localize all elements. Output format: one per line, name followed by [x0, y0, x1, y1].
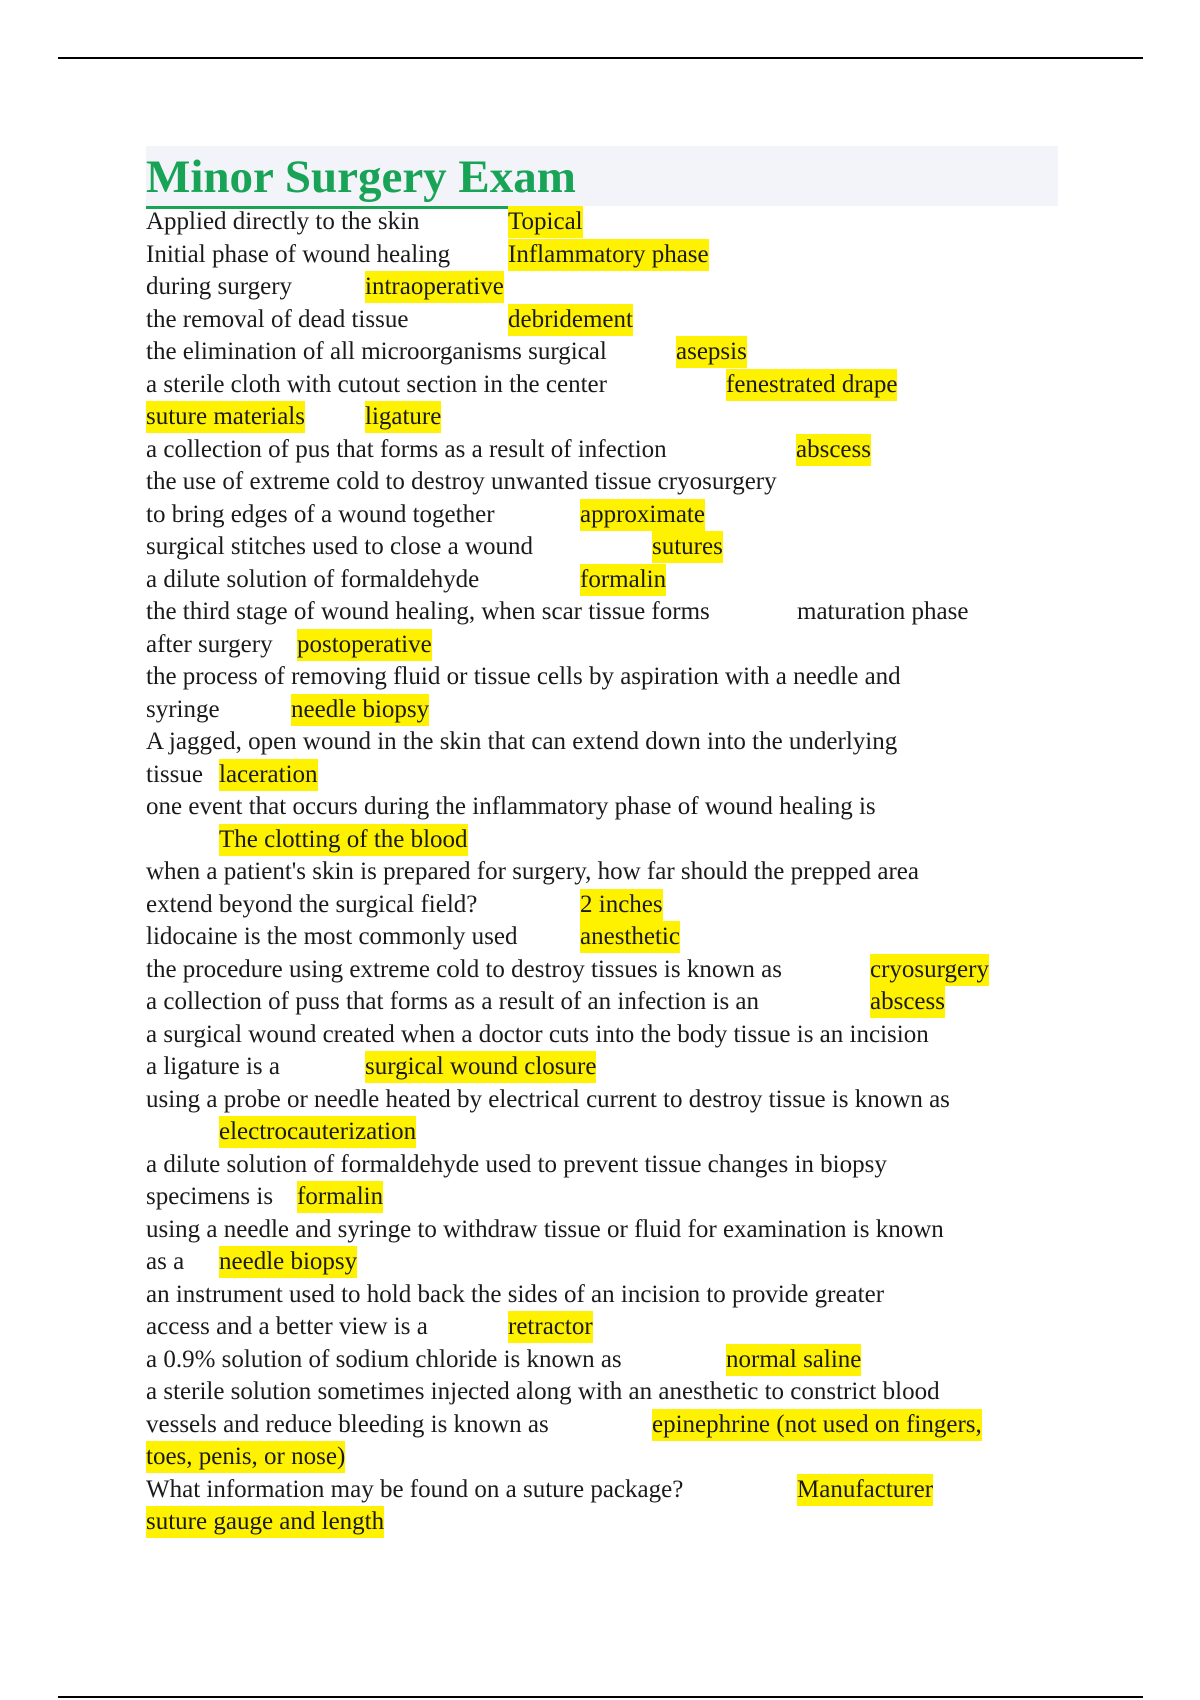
list-item: [146, 1279, 1076, 1312]
list-item: [146, 1051, 1076, 1084]
list-item: [146, 986, 1076, 1019]
question-text: a dilute solution of formaldehyde: [146, 565, 480, 593]
question-text: the process of removing fluid or tissue cells by aspiration with a needle and: [146, 663, 901, 690]
list-item: [146, 1311, 1076, 1344]
list-item: [146, 954, 1076, 987]
question-text: extend beyond the surgical field?: [146, 890, 478, 918]
answer-highlight: abscess: [796, 434, 871, 466]
question-text: the use of extreme cold to destroy unwanted tissue cryosurgery: [146, 468, 777, 495]
list-item: [146, 1506, 1076, 1539]
list-item: [146, 304, 1076, 337]
question-text: Applied directly to the skin: [146, 208, 420, 235]
answer-highlight: epinephrine (not used on fingers,: [652, 1409, 982, 1441]
list-item: [146, 889, 1076, 922]
question-text: to bring edges of a wound together: [146, 500, 495, 528]
question-text: a sterile cloth with cutout section in the center: [146, 370, 607, 398]
question-list: [146, 206, 1076, 1539]
question-text: one event that occurs during the inflammatory phase of wound healing is: [146, 793, 876, 820]
list-item: [146, 1409, 1076, 1442]
list-item: [146, 856, 1076, 889]
question-text: A jagged, open wound in the skin that can extend down into the underlying: [146, 728, 898, 755]
question-text: a ligature is a: [146, 1053, 280, 1080]
question-text: the elimination of all microorganisms surgical: [146, 338, 607, 365]
list-item: [146, 1344, 1076, 1377]
question-text: access and a better view is a: [146, 1313, 428, 1340]
answer-highlight: electrocauterization: [219, 1116, 416, 1148]
answer-highlight: debridement: [508, 304, 633, 336]
answer-highlight: anesthetic: [580, 921, 680, 953]
list-item: [146, 239, 1076, 272]
list-item: [146, 434, 1076, 467]
list-item: [146, 921, 1076, 954]
answer-highlight: approximate: [580, 499, 705, 531]
answer-highlight: Topical: [508, 206, 583, 238]
list-item: [146, 661, 1076, 694]
answer-text: maturation phase: [797, 598, 969, 625]
answer-highlight: surgical wound closure: [365, 1051, 596, 1083]
list-item: [146, 206, 1076, 239]
question-text: the removal of dead tissue: [146, 305, 409, 333]
question-text: the procedure using extreme cold to destroy tissues is known as: [146, 955, 782, 983]
question-text: an instrument used to hold back the sides of an incision to provide greater: [146, 1280, 885, 1308]
list-item: [146, 1376, 1076, 1409]
answer-highlight: fenestrated drape: [726, 369, 897, 401]
list-item: [146, 824, 1076, 857]
list-item: [146, 629, 1076, 662]
list-item: [146, 596, 1076, 629]
question-text: when a patient's skin is prepared for surgery, how far should the prepped area: [146, 858, 919, 885]
question-text: vessels and reduce bleeding is known as: [146, 1410, 549, 1438]
answer-highlight: toes, penis, or nose): [146, 1441, 345, 1473]
answer-highlight: ligature: [365, 401, 441, 433]
question-text: a collection of pus that forms as a result of infection: [146, 435, 667, 463]
list-item: [146, 1441, 1076, 1474]
list-item: [146, 369, 1076, 402]
question-text: What information may be found on a suture package?: [146, 1475, 684, 1503]
answer-highlight: suture gauge and length: [146, 1506, 384, 1538]
question-text: a collection of puss that forms as a result of an infection is an: [146, 988, 760, 1015]
answer-highlight: suture materials: [146, 401, 305, 433]
answer-highlight: formalin: [580, 564, 666, 596]
list-item: [146, 1474, 1076, 1507]
question-text: during surgery: [146, 273, 293, 300]
answer-highlight: The clotting of the blood: [219, 824, 468, 856]
list-item: [146, 1181, 1076, 1214]
list-item: [146, 1116, 1076, 1149]
answer-highlight: normal saline: [726, 1344, 861, 1376]
answer-highlight: needle biopsy: [291, 694, 429, 726]
answer-highlight: Inflammatory phase: [508, 239, 709, 271]
list-item: [146, 499, 1076, 532]
list-item: [146, 1084, 1076, 1117]
list-item: [146, 401, 1076, 434]
answer-highlight: Manufacturer: [797, 1474, 933, 1506]
question-text: lidocaine is the most commonly used: [146, 923, 518, 950]
list-item: [146, 1019, 1076, 1052]
question-text: a dilute solution of formaldehyde used to prevent tissue changes in biopsy: [146, 1150, 887, 1178]
list-item: [146, 759, 1076, 792]
question-text: using a needle and syringe to withdraw tissue or fluid for examination is known: [146, 1215, 944, 1243]
question-text: the third stage of wound healing, when scar tissue forms: [146, 598, 710, 625]
question-text: a sterile solution sometimes injected along with an anesthetic to constrict blood: [146, 1378, 940, 1405]
answer-highlight: asepsis: [676, 336, 747, 368]
answer-highlight: intraoperative: [365, 271, 504, 303]
answer-highlight: sutures: [652, 531, 723, 563]
answer-highlight: postoperative: [297, 629, 432, 661]
question-text: syringe: [146, 695, 220, 723]
list-item: [146, 271, 1076, 304]
list-item: [146, 694, 1076, 727]
answer-highlight: abscess: [870, 986, 945, 1018]
question-text: Initial phase of wound healing: [146, 240, 451, 268]
list-item: [146, 531, 1076, 564]
question-text: a surgical wound created when a doctor cuts into the body tissue is an incision: [146, 1020, 929, 1048]
question-text: after surgery: [146, 630, 273, 658]
question-text: as a: [146, 1248, 185, 1275]
document-title: Minor Surgery Exam: [146, 148, 576, 209]
list-item: [146, 336, 1076, 369]
question-text: tissue: [146, 760, 203, 788]
list-item: [146, 1246, 1076, 1279]
top-rule: [58, 57, 1143, 59]
answer-highlight: laceration: [219, 759, 318, 791]
list-item: [146, 791, 1076, 824]
answer-highlight: formalin: [297, 1181, 383, 1213]
list-item: [146, 726, 1076, 759]
question-text: surgical stitches used to close a wound: [146, 533, 533, 560]
list-item: [146, 564, 1076, 597]
question-text: a 0.9% solution of sodium chloride is known as: [146, 1345, 622, 1373]
list-item: [146, 1214, 1076, 1247]
bottom-rule: [58, 1696, 1143, 1698]
question-text: using a probe or needle heated by electrical current to destroy tissue is known as: [146, 1085, 950, 1113]
list-item: [146, 466, 1076, 499]
answer-highlight: 2 inches: [580, 889, 663, 921]
answer-highlight: retractor: [508, 1311, 593, 1343]
question-text: specimens is: [146, 1183, 274, 1210]
answer-highlight: needle biopsy: [219, 1246, 357, 1278]
list-item: [146, 1149, 1076, 1182]
answer-highlight: cryosurgery: [870, 954, 989, 986]
